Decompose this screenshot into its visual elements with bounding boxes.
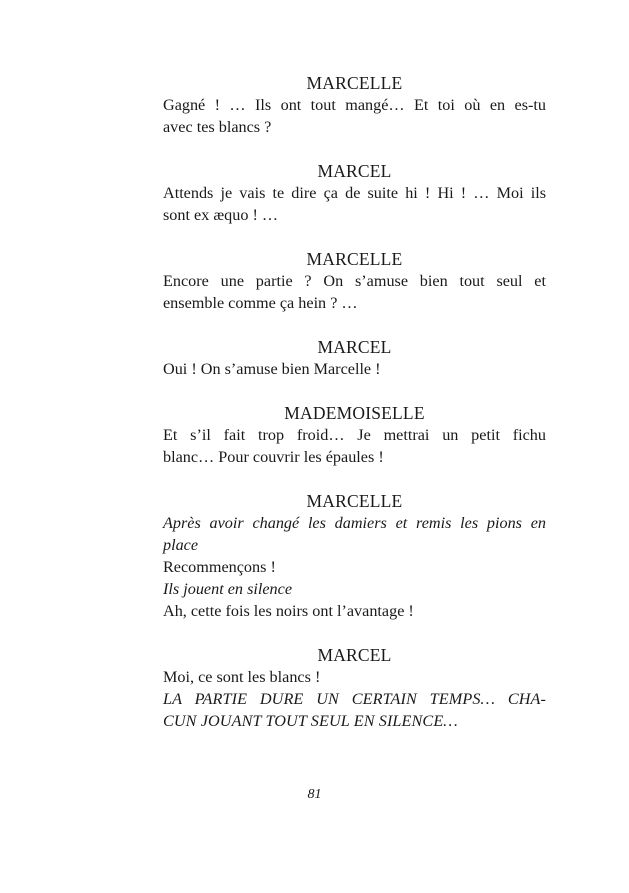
dialogue-line: sont ex æquo ! … [163,206,279,224]
stage-direction: place [163,536,199,554]
page-number: 81 [307,787,322,802]
speaker-name: MARCELLE [306,73,403,93]
dialogue-block [163,160,546,226]
dialogue-line: Ah, cette fois les noirs ont l’avantage ! [163,602,414,620]
speaker-name: MADEMOISELLE [284,403,425,423]
stage-direction: LA PARTIE DURE UN CERTAIN TEMPS… CHA- [163,690,546,708]
speaker-name: MARCEL [317,645,392,665]
block-spacer [163,314,546,336]
dialogue-line: Encore une partie ? On s’amuse bien tout seul et [163,272,546,290]
speaker-name: MARCEL [317,161,392,181]
dialogue-line: Moi, ce sont les blancs ! [163,668,321,686]
speaker-name: MARCEL [317,337,392,357]
dialogue-block [163,248,546,314]
script-page [163,72,546,732]
stage-direction: CUN JOUANT TOUT SEUL EN SILENCE… [163,712,458,730]
block-spacer [163,138,546,160]
dialogue-block [163,72,546,138]
dialogue-line: avec tes blancs ? [163,118,272,136]
block-spacer [163,226,546,248]
stage-direction: Ils jouent en silence [163,580,293,598]
speaker-name: MARCELLE [306,491,403,511]
dialogue-block [163,402,546,468]
block-spacer [163,468,546,490]
block-spacer [163,622,546,644]
dialogue-block [163,336,546,380]
stage-direction: Après avoir changé les damiers et remis les pions en [163,514,546,532]
dialogue-line: Oui ! On s’amuse bien Marcelle ! [163,360,381,378]
dialogue-line: Et s’il fait trop froid… Je mettrai un petit fichu [163,426,546,444]
dialogue-block [163,644,546,732]
block-spacer [163,380,546,402]
dialogue-block [163,490,546,622]
dialogue-line: Attends je vais te dire ça de suite hi ! Hi ! … Moi ils [163,184,546,202]
dialogue-line: Gagné ! … Ils ont tout mangé… Et toi où en es-tu [163,96,546,114]
dialogue-line: ensemble comme ça hein ? … [163,294,358,312]
dialogue-line: Recommençons ! [163,558,276,576]
speaker-name: MARCELLE [306,249,403,269]
dialogue-line: blanc… Pour couvrir les épaules ! [163,448,384,466]
